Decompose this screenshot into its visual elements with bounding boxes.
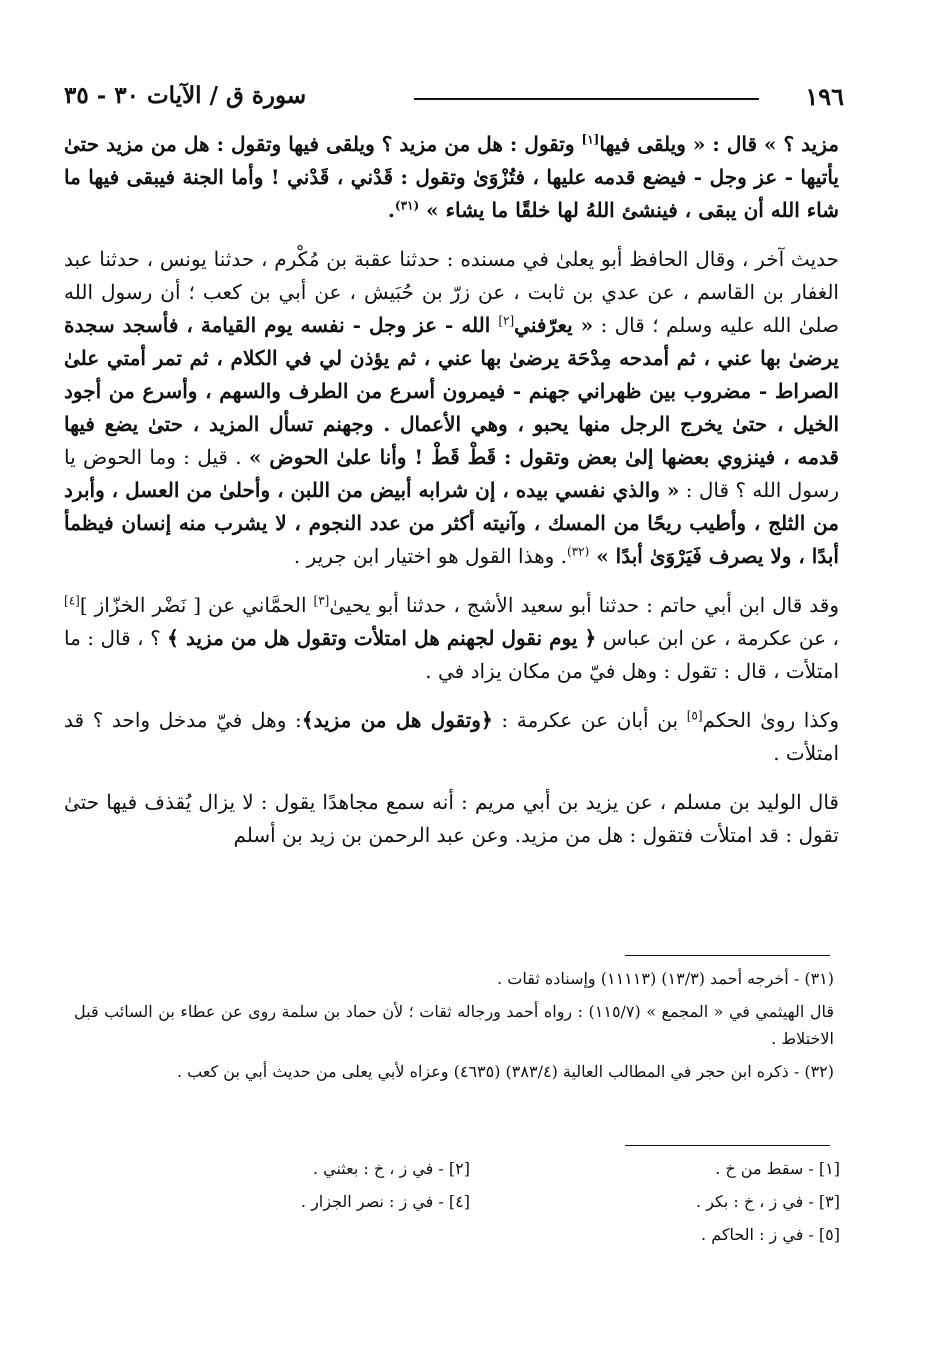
footnote-marker-31: (٣١) — [394, 198, 420, 213]
p2-hadith-2: الله - عز وجل - نفسه يوم القيامة ، فأسجد سجدة يرضىٰ بها عني ، ثم أمدحه مِدْحَة يرضىٰ بها عني ، ثم يؤذن لي في الكلام ، ثم تمر أمتي علىٰ الصراط - مضروب بين ظهراني جهنم - فيمرون أسرع من الطرف والسهم ، وأسرع من أجود الخيل ، حتىٰ يخرج الرجل منها يحبو ، وهي الأعمال . وجهنم تسأل المزيد ، حتىٰ يضع فيها قدمه ، فينزوي بعضها إلىٰ بعض وتقول : قَطْ قَطْ ! وأنا علىٰ الحوض » — [64, 313, 839, 469]
footnote-31: (٣١) - أخرجه أحمد (١٣/٣) (١١١١٣) وإسناده ثقات . — [497, 969, 834, 988]
paragraph-1 — [64, 128, 839, 227]
variant-marker-4: [٤] — [64, 593, 80, 608]
variant-note-4: [٤] - في ز : نصر الجزار . — [300, 1192, 470, 1211]
footnote-31-note: قال الهيثمي في « المجمع » (١١٥/٧) : رواه أحمد ورجاله ثقات ؛ لأن حماد بن سلمة روى عن عطاء بن السائب قبل الاختلاط . — [74, 1002, 834, 1048]
paragraph-3 — [64, 589, 839, 688]
variant-note-2: [٢] - في ز ، خ : بعثني . — [312, 1159, 470, 1178]
page-number: ١٩٦ — [805, 82, 844, 111]
p3-text-1: وقد قال ابن أبي حاتم : حدثنا أبو سعيد الأشج ، حدثنا أبو يحيىٰ — [329, 593, 839, 617]
paragraph-2 — [64, 243, 839, 573]
p4-text-1: وكذا روىٰ الحكم — [702, 708, 839, 732]
page-header — [64, 82, 844, 118]
variant-note-1: [١] - سقط من خ . — [715, 1159, 840, 1178]
p1-text-2: وتقول : هل من مزيد ؟ ويلقى فيها وتقول : هل من مزيد حتىٰ يأتيها - عز وجل - فيضع قدمه عليها ، فتُزْوَىٰ وتقول : قَدْني ، قَدْني ! وأما الجنة فيبقى فيها ما شاء الله أن يبقى ، فينشئ اللهُ لها خلقًا ما يشاء » — [64, 132, 839, 222]
footnote-rule — [625, 955, 830, 956]
main-text — [64, 128, 839, 868]
footnote-marker-32: (٣٢) — [566, 544, 590, 559]
variant-marker-2: [٢] — [498, 313, 515, 328]
footnote-32: (٣٢) - ذكره ابن حجر في المطالب العالية (٣٨٣/٤) (٤٦٣٥) وعزاه لأبي يعلى من حديث أبي بن كعب . — [176, 1062, 834, 1081]
variant-note-5: [٥] - في ز : الحاكم . — [701, 1225, 840, 1244]
p2-hadith-3: « والذي نفسي بيده ، إن شرابه أبيض من اللبن ، وأحلىٰ من العسل ، وأبرد من الثلج ، وأطيب ريحًا من المسك ، وآنيته أكثر من عدد النجوم ، لا يشرب منه إنسان فيظمأ أبدًا ، ولا يصرف فَيَرْوَىٰ أبدًا » — [64, 478, 839, 568]
paragraph-4 — [64, 704, 839, 770]
p3-text-3: ، عن عكرمة ، عن ابن عباس — [596, 626, 839, 650]
variant-column-right — [510, 1152, 840, 1251]
p2-hadith-1: « يعرّفني — [514, 313, 594, 337]
footnotes — [74, 965, 834, 1091]
variant-marker-1: [١] — [581, 132, 600, 147]
p3-quran-verse: ﴿ يوم نقول لجهنم هل امتلأت وتقول هل من مزيد ﴾ — [167, 626, 597, 650]
variant-marker-3: [٣] — [313, 593, 330, 608]
running-title: سورة ق / الآيات ٣٠ - ٣٥ — [64, 82, 307, 109]
variant-note-3: [٣] - في ز ، خ : بكر . — [696, 1192, 840, 1211]
p4-text-3: : وهل فيّ مدخل واحد ؟ قد امتلأت . — [64, 708, 839, 765]
p4-quran-verse: ﴿وتقول هل من مزيد﴾ — [301, 708, 493, 732]
p2-text-3: . وهذا القول هو اختيار ابن جرير . — [293, 544, 567, 568]
p5-text-1: قال الوليد بن مسلم ، عن يزيد بن أبي مريم : أنه سمع مجاهدًا يقول : لا يزال يُقذف فيها حتىٰ تقول : قد امتلأت فتقول : هل من مزيد. وعن عبد الرحمن بن زيد بن أسلم — [64, 790, 839, 847]
header-rule — [414, 98, 759, 100]
paragraph-5 — [64, 786, 839, 852]
p4-text-2: بن أبان عن عكرمة : — [492, 708, 687, 732]
p1-text-3: . — [387, 198, 395, 222]
p2-text-1: حديث آخر ، وقال الحافظ أبو يعلىٰ في مسنده : حدثنا عقبة بن مُكْرم ، حدثنا يونس ، حدثنا عبد الغفار بن القاسم ، عن عدي بن ثابت ، عن زرّ بن حُبَيش ، عن أبي بن كعب ؛ أن رسول الله صلىٰ الله عليه وسلم ؛ قال : — [64, 247, 839, 337]
variants-rule — [625, 1145, 830, 1146]
p2-text-2: . قيل : وما الحوض يا رسول الله ؟ قال : — [64, 445, 839, 502]
variant-notes — [140, 1152, 840, 1252]
p3-text-2: الحمَّاني عن [ نَضْر الخزّاز ] — [79, 593, 314, 617]
p1-text-1: مزيد ؟ » قال : « ويلقى فيها — [599, 132, 839, 156]
p3-text-4: ؟ ، قال : ما امتلأت ، قال : تقول : وهل فيّ من مكان يزاد في . — [64, 626, 839, 683]
variant-marker-5: [٥] — [686, 708, 703, 723]
variant-column-left — [140, 1152, 470, 1218]
